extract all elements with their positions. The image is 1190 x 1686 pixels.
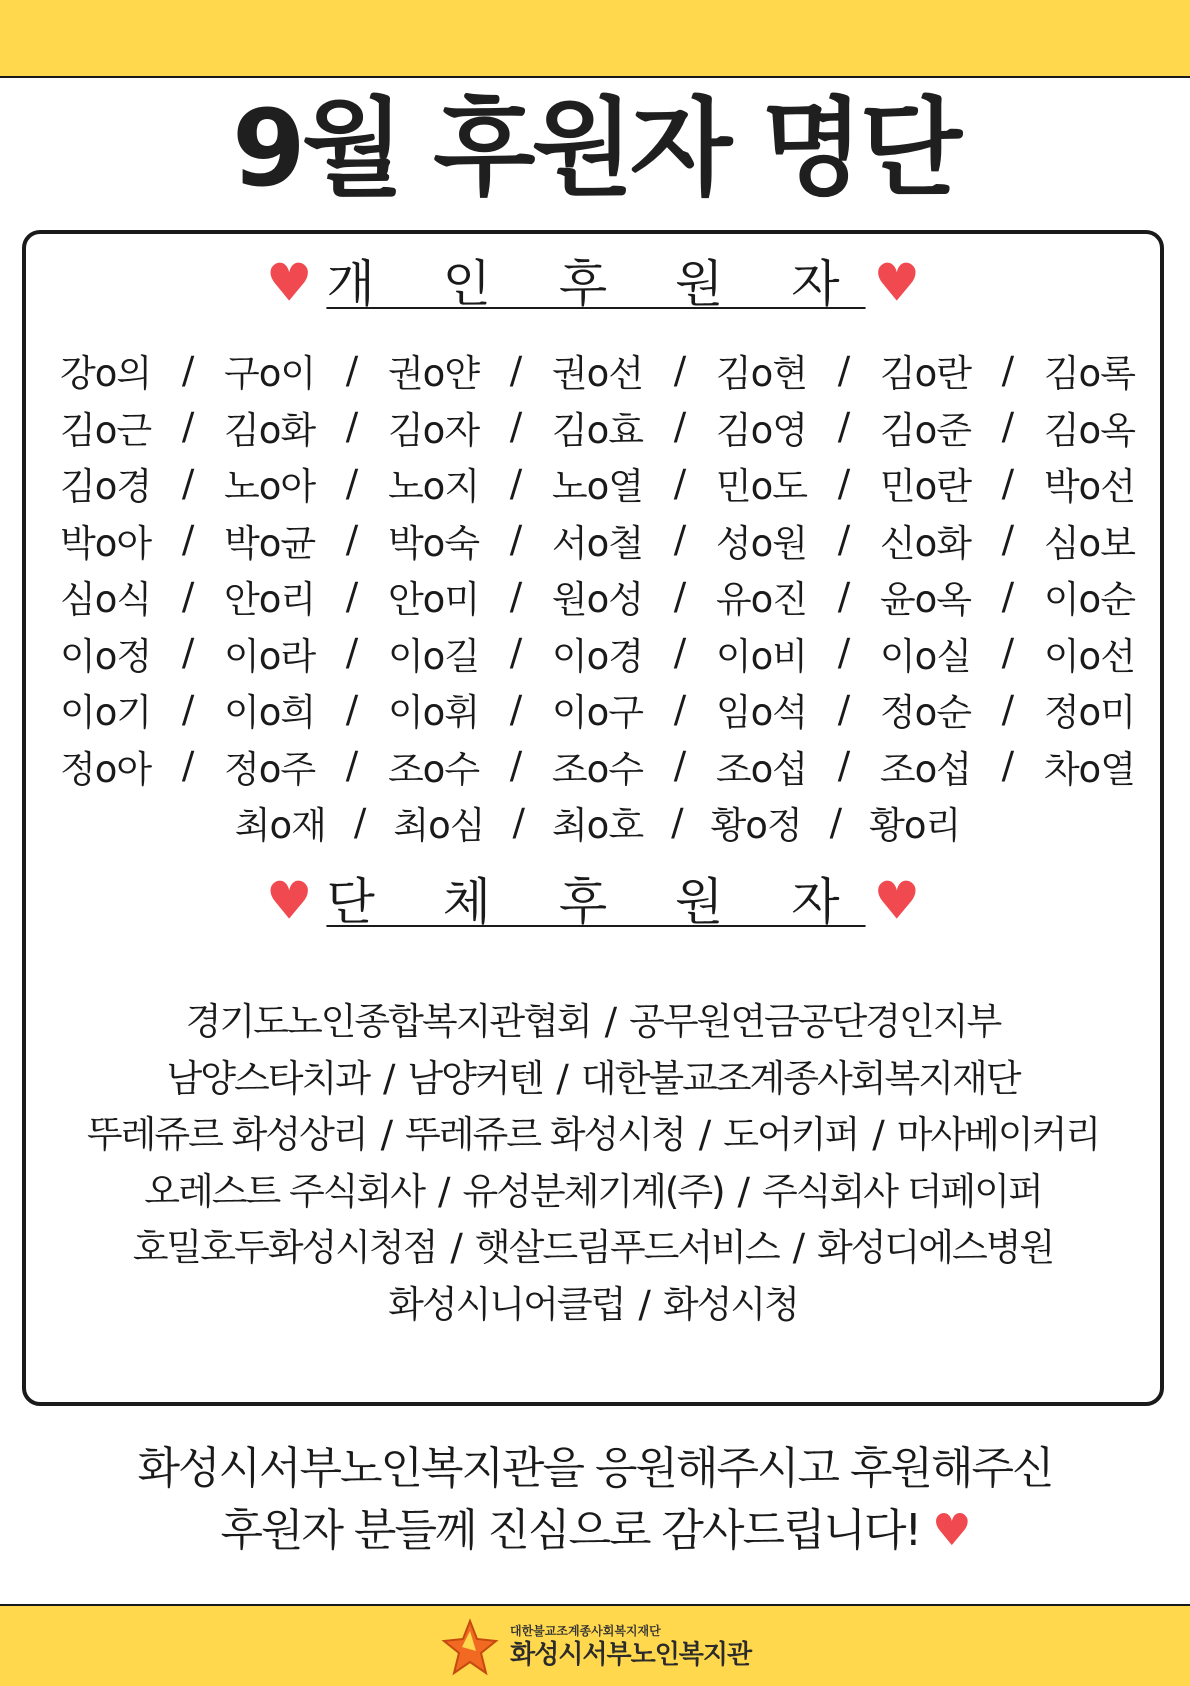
donor-name: 민o란 — [879, 465, 971, 509]
group-donor-name: 남양커텐 — [407, 1056, 543, 1100]
donor-row — [60, 681, 1135, 738]
donor-name: 조o수 — [551, 747, 644, 791]
separator: / — [380, 1113, 392, 1156]
group-donor-row — [26, 1051, 1160, 1108]
group-donor-name: 마사베이커리 — [896, 1113, 1100, 1156]
donor-name: 노o아 — [223, 465, 316, 509]
donor-name: 정o주 — [223, 747, 316, 791]
separator: / — [512, 800, 524, 844]
group-donor-row — [26, 1220, 1160, 1277]
top-yellow-band — [0, 0, 1190, 78]
donor-name: 정o순 — [879, 691, 971, 735]
group-donor-name: 화성시청 — [662, 1282, 798, 1326]
donor-name: 김o준 — [879, 408, 971, 452]
group-donor-name: 대한불교조계종사회복지재단 — [580, 1056, 1020, 1100]
donor-name: 박o선 — [1043, 465, 1135, 509]
donor-name: 안o리 — [223, 578, 316, 622]
donor-list-panel — [22, 230, 1164, 1406]
donor-name: 이o구 — [551, 691, 644, 735]
donor-name: 정o아 — [60, 747, 152, 791]
donor-name: 황o리 — [869, 804, 961, 848]
heart-icon: ♥ — [265, 253, 313, 314]
donor-name: 이o정 — [60, 634, 152, 678]
heart-icon: ♥ — [932, 1505, 970, 1556]
separator: / — [638, 1282, 649, 1326]
donor-name: 권o얀 — [387, 352, 480, 396]
donor-name: 신o화 — [879, 521, 971, 565]
separator: / — [673, 574, 686, 618]
center-name: 화성시서부노인복지관 — [510, 1640, 752, 1670]
donor-name: 민o도 — [715, 465, 807, 509]
separator: / — [673, 744, 686, 788]
donor-name: 이o희 — [223, 691, 316, 735]
thank-you-line-1: 화성시서부노인복지관을 응원해주시고 후원해주신 — [137, 1443, 1053, 1494]
donor-name: 황o정 — [710, 804, 802, 848]
donor-name: 노o지 — [387, 465, 480, 509]
group-donor-name: 도어키퍼 — [723, 1113, 859, 1156]
donor-name: 차o열 — [1043, 747, 1135, 791]
donor-name: 구o이 — [223, 352, 316, 396]
group-donor-name: 햇살드림푸드서비스 — [474, 1226, 779, 1269]
separator: / — [698, 1113, 710, 1156]
donor-name: 김o경 — [60, 465, 152, 509]
donor-name: 성o원 — [715, 521, 807, 565]
separator: / — [604, 1000, 616, 1043]
separator: / — [450, 1226, 461, 1269]
donor-row — [60, 512, 1135, 569]
separator: / — [1001, 574, 1014, 618]
separator: / — [345, 574, 358, 618]
separator: / — [345, 687, 358, 731]
donor-name: 이o길 — [387, 634, 480, 678]
separator: / — [345, 461, 358, 505]
donor-row — [60, 455, 1135, 512]
donor-name: 조o수 — [387, 747, 480, 791]
donor-name: 이o순 — [1043, 578, 1135, 622]
donor-row — [60, 342, 1135, 399]
separator: / — [345, 348, 358, 392]
separator: / — [509, 631, 522, 675]
donor-name: 서o철 — [551, 521, 644, 565]
separator: / — [181, 687, 194, 731]
separator: / — [792, 1226, 804, 1269]
separator: / — [673, 518, 686, 562]
separator: / — [673, 348, 686, 392]
group-donor-row — [26, 1277, 1160, 1334]
group-donor-name: 주식회사 더페이퍼 — [762, 1169, 1042, 1213]
group-donor-row — [26, 1164, 1160, 1221]
separator: / — [509, 461, 522, 505]
donor-name: 조o섭 — [879, 747, 971, 791]
donor-name: 심o보 — [1043, 521, 1135, 565]
donor-name: 이o실 — [879, 634, 971, 678]
donor-name: 이o기 — [60, 691, 152, 735]
donor-name: 이o라 — [223, 634, 316, 678]
donor-name: 윤o옥 — [879, 578, 971, 622]
donor-row — [60, 625, 1135, 682]
donor-name: 강o의 — [60, 352, 152, 396]
separator: / — [1001, 744, 1014, 788]
separator: / — [181, 461, 194, 505]
separator: / — [353, 800, 366, 844]
separator: / — [509, 574, 522, 618]
star-logo-icon — [440, 1617, 500, 1677]
separator: / — [181, 348, 194, 392]
donor-name: 조o섭 — [715, 747, 807, 791]
group-donor-name: 뚜레쥬르 화성시청 — [405, 1113, 685, 1156]
separator: / — [837, 518, 850, 562]
heart-icon: ♥ — [873, 253, 921, 314]
heart-icon: ♥ — [873, 871, 921, 932]
donor-name: 김o효 — [551, 408, 644, 452]
donor-row — [60, 738, 1135, 795]
group-donor-row — [26, 994, 1160, 1051]
separator: / — [345, 744, 358, 788]
group-donors-heading — [26, 866, 1160, 934]
donor-name: 최o심 — [393, 804, 485, 848]
group-donors-label: 단 체 후 원 자 — [326, 872, 866, 931]
separator: / — [345, 405, 358, 449]
separator: / — [382, 1056, 394, 1100]
group-donor-name: 유성분체기계(주) — [462, 1169, 724, 1213]
separator: / — [509, 405, 522, 449]
foundation-name: 대한불교조계종사회복지재단 — [510, 1624, 661, 1638]
donor-name: 이o경 — [551, 634, 644, 678]
donor-name: 원o성 — [551, 578, 644, 622]
page-title: 9월 후원자 명단 — [232, 87, 958, 210]
donor-row — [60, 568, 1135, 625]
separator: / — [181, 631, 194, 675]
separator: / — [345, 518, 358, 562]
separator: / — [837, 461, 850, 505]
donor-name: 이o휘 — [387, 691, 480, 735]
heart-icon: ♥ — [265, 871, 313, 932]
separator: / — [671, 800, 683, 844]
separator: / — [837, 744, 850, 788]
separator: / — [673, 461, 686, 505]
group-donor-name: 오레스트 주식회사 — [144, 1169, 424, 1213]
donor-name: 김o근 — [60, 408, 152, 452]
separator: / — [345, 631, 358, 675]
donor-row — [60, 794, 1135, 851]
donor-name: 노o열 — [551, 465, 644, 509]
group-donor-row — [26, 1107, 1160, 1164]
donor-name: 박o숙 — [387, 521, 480, 565]
donor-name: 권o선 — [551, 352, 644, 396]
group-donor-name: 경기도노인종합복지관협회 — [185, 1000, 591, 1043]
individual-donors-label: 개 인 후 원 자 — [326, 254, 866, 313]
group-donor-name: 남양스타치과 — [166, 1056, 369, 1100]
thank-you-line-2: 후원자 분들께 진심으로 감사드립니다! ♥ — [220, 1505, 970, 1556]
separator: / — [1001, 348, 1014, 392]
donor-name: 김o자 — [387, 408, 480, 452]
group-donor-name: 공무원연금공단경인지부 — [629, 1000, 1001, 1043]
group-donor-name: 뚜레쥬르 화성상리 — [86, 1113, 367, 1156]
separator: / — [437, 1169, 449, 1213]
donor-name: 김o란 — [879, 352, 971, 396]
separator: / — [1001, 461, 1014, 505]
separator: / — [673, 405, 686, 449]
separator: / — [737, 1169, 748, 1213]
separator: / — [837, 574, 850, 618]
separator: / — [509, 744, 522, 788]
separator: / — [1001, 631, 1014, 675]
donor-name: 김o현 — [715, 352, 807, 396]
donor-name: 정o미 — [1043, 691, 1135, 735]
group-donor-name: 화성디에스병원 — [817, 1226, 1054, 1269]
donor-name: 임o석 — [715, 691, 807, 735]
donor-name: 안o미 — [387, 578, 480, 622]
separator: / — [181, 405, 194, 449]
organization-logo — [440, 1616, 751, 1678]
donor-name: 김o영 — [715, 408, 807, 452]
donor-name: 이o선 — [1043, 634, 1135, 678]
separator: / — [829, 800, 842, 844]
separator: / — [181, 518, 194, 562]
group-donor-list — [26, 994, 1160, 1333]
separator: / — [1001, 405, 1014, 449]
donor-name: 이o비 — [715, 634, 807, 678]
donor-name: 최o재 — [234, 804, 326, 848]
thank-you-message — [0, 1438, 1190, 1562]
separator: / — [837, 687, 850, 731]
group-donor-name: 화성시니어클럽 — [388, 1282, 625, 1326]
separator: / — [509, 518, 522, 562]
separator: / — [673, 631, 686, 675]
separator: / — [673, 687, 686, 731]
separator: / — [1001, 518, 1014, 562]
separator: / — [509, 687, 522, 731]
bottom-yellow-band — [0, 1604, 1190, 1686]
separator: / — [837, 405, 850, 449]
donor-name: 김o옥 — [1043, 408, 1135, 452]
separator: / — [837, 348, 850, 392]
donor-name: 박o아 — [60, 521, 152, 565]
individual-donors-heading — [26, 248, 1160, 316]
separator: / — [509, 348, 522, 392]
individual-donor-grid — [60, 342, 1135, 851]
separator: / — [556, 1056, 567, 1100]
donor-name: 최o호 — [551, 804, 644, 848]
separator: / — [1001, 687, 1014, 731]
separator: / — [837, 631, 850, 675]
donor-name: 박o균 — [223, 521, 316, 565]
donor-name: 김o화 — [223, 408, 316, 452]
donor-name: 김o록 — [1043, 352, 1135, 396]
donor-name: 유o진 — [715, 578, 807, 622]
separator: / — [181, 574, 194, 618]
donor-name: 심o식 — [60, 578, 152, 622]
donor-row — [60, 399, 1135, 456]
separator: / — [181, 744, 194, 788]
separator: / — [872, 1113, 883, 1156]
group-donor-name: 호밀호두화성시청점 — [132, 1226, 437, 1269]
